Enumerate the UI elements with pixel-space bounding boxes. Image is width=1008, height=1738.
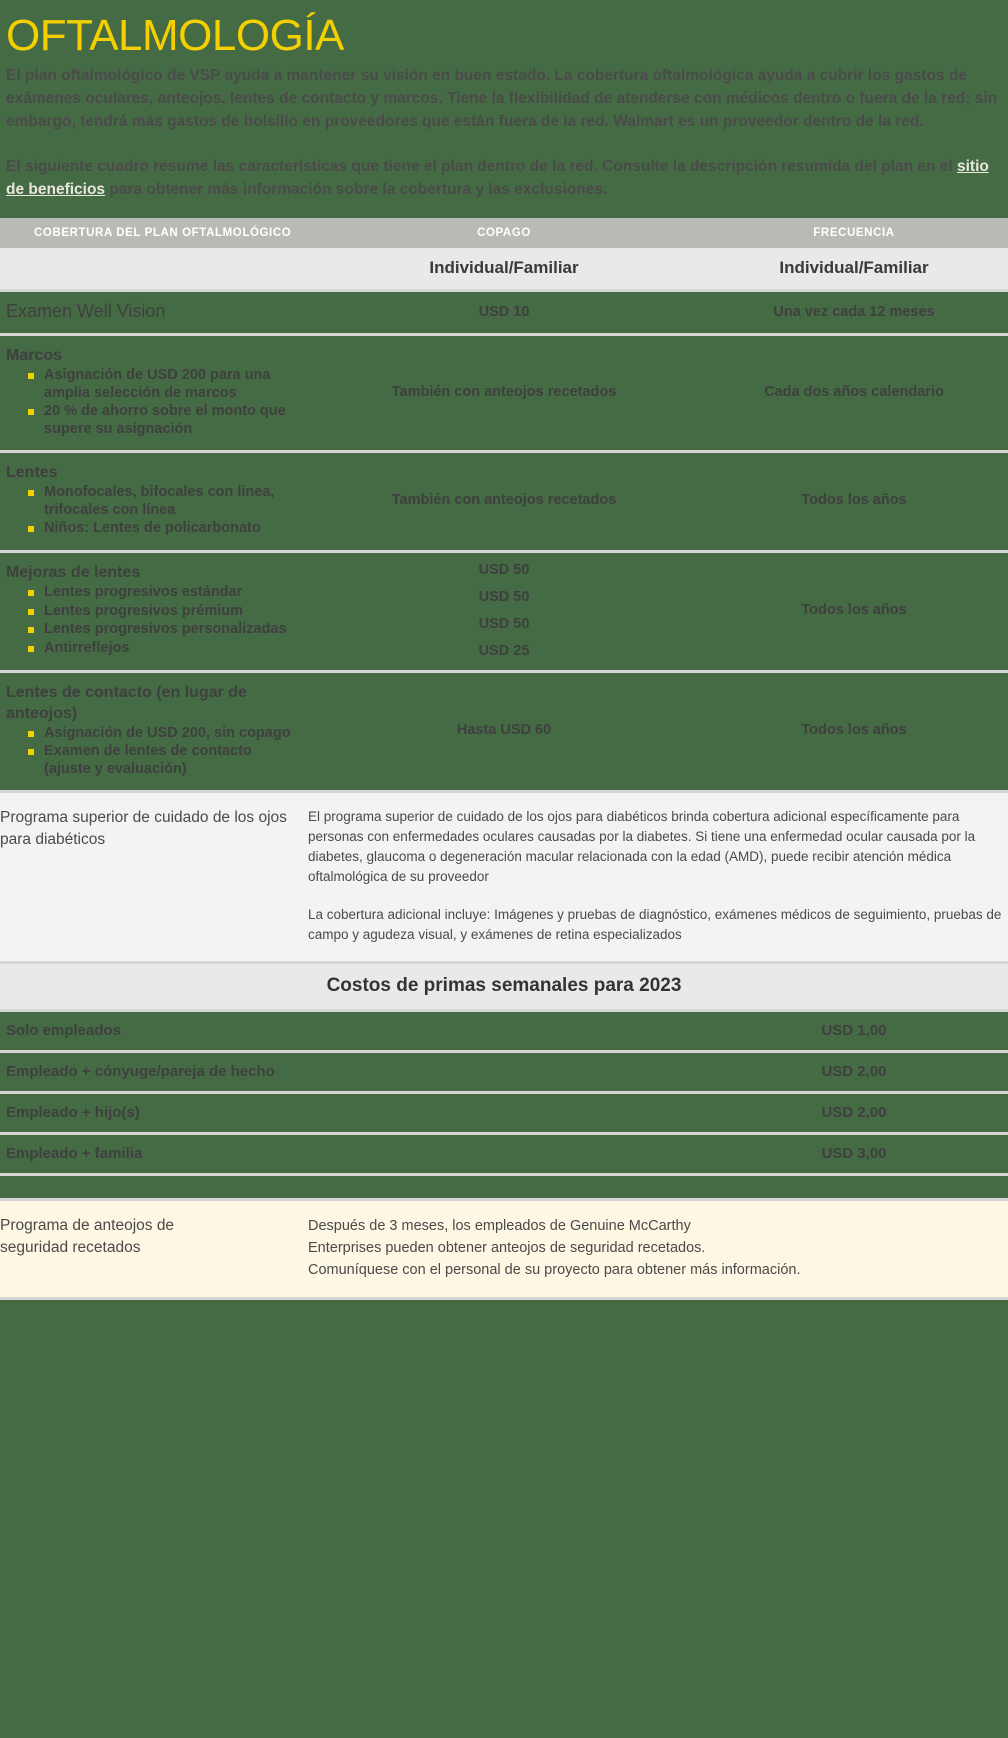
table-spacer-cell	[0, 1175, 1008, 1200]
list-item: Asignación de USD 200 para una amplia selección de marcos	[28, 367, 300, 402]
diabetic-program-label: Programa superior de cuidado de los ojos para diabéticos	[0, 792, 308, 963]
row-title: Mejoras de lentes	[6, 564, 141, 581]
copay-values	[308, 304, 700, 320]
diabetic-paragraph-1: El programa superior de cuidado de los ojos para diabéticos brinda cobertura adicional específicamente para personas con enfermedades oculares causadas por la diabetes. Si tiene una enfermedad ocular causada por la diabetes, glaucoma o degeneración macular relacionada con la edad (AMD), puede recibir atención médica oftalmológica de su proveedor	[308, 809, 976, 884]
row-title: Examen Well Vision	[6, 301, 166, 321]
premium-amount: USD 2,00	[700, 1052, 1008, 1093]
subheader-coverage	[0, 248, 308, 291]
page-title: OFTALMOLOGÍA	[6, 11, 344, 60]
col-header-frequency: FRECUENCIA	[700, 218, 1008, 248]
list-item: Niños: Lentes de policarbonato	[28, 520, 300, 538]
row-frequency-cell: Todos los años	[700, 671, 1008, 792]
list-item: Lentes progresivos prémium	[28, 603, 300, 621]
list-item: Lentes progresivos estándar	[28, 584, 300, 602]
copay-value: Hasta USD 60	[456, 722, 552, 739]
row-coverage-cell	[0, 671, 308, 792]
copay-value: También con anteojos recetados	[391, 492, 617, 509]
copay-value: USD 50	[478, 561, 530, 578]
premium-band-title: Costos de primas semanales para 2023	[0, 963, 1008, 1011]
subheader-copay: Individual/Familiar	[308, 248, 700, 291]
list-item: Antirreflejos	[28, 640, 300, 658]
row-frequency-cell: Todos los años	[700, 551, 1008, 671]
list-item: Examen de lentes de contacto (ajuste y evaluación)	[28, 743, 300, 778]
row-copay-cell	[308, 452, 700, 552]
row-coverage-cell	[0, 291, 308, 335]
premium-amount: USD 3,00	[700, 1134, 1008, 1175]
row-coverage-cell	[0, 551, 308, 671]
diabetic-program-body	[308, 792, 1008, 963]
intro-paragraph-1: El plan oftalmológico de VSP ayuda a mantener su visión en buen estado. La cobertura oftalmológica ayuda a cubrir los gastos de exámenes oculares, anteojos, lentes de contacto y marcos. Tiene la flexibilidad de atenderse con médicos dentro o fuera de la red; sin embargo, tendrá más gastos de bolsillo en proveedores que están fuera de la red. Walmart es un proveedor dentro de la red.	[6, 67, 998, 130]
row-bullet-list	[6, 367, 300, 438]
safety-glasses-body	[308, 1200, 1008, 1299]
table-row	[0, 671, 1008, 792]
row-bullet-list	[6, 584, 300, 657]
safety-label-line-1: Programa de anteojos de	[0, 1217, 175, 1234]
intro-section	[0, 0, 1008, 201]
row-copay-cell	[308, 551, 700, 671]
premium-tier-name: Solo empleados	[0, 1011, 700, 1052]
table-header-row	[0, 218, 1008, 248]
table-row	[0, 452, 1008, 552]
safety-body-line-1: Después de 3 meses, los empleados de Genuine McCarthy	[308, 1218, 691, 1234]
vision-plan-table	[0, 218, 1008, 1300]
row-frequency-cell: Todos los años	[700, 452, 1008, 552]
diabetic-paragraph-2: La cobertura adicional incluye: Imágenes y pruebas de diagnóstico, exámenes médicos de seguimiento, pruebas de campo y agudeza visual, y exámenes de retina especializados	[308, 907, 1002, 942]
copay-value: USD 50	[478, 588, 530, 605]
intro-paragraph-2	[6, 155, 1002, 201]
premium-section-band	[0, 963, 1008, 1011]
copay-value: USD 50	[478, 615, 530, 632]
row-copay-cell	[308, 291, 700, 335]
benefits-site-link[interactable]: sitio de beneficios	[6, 158, 989, 198]
safety-glasses-row	[0, 1200, 1008, 1299]
intro-paragraph-2-before: El siguiente cuadro resume las características que tiene el plan dentro de la red. Consulte la descripción resumida del plan en el	[6, 158, 957, 175]
premium-amount: USD 2,00	[700, 1093, 1008, 1134]
table-spacer-row	[0, 1175, 1008, 1200]
row-frequency-cell: Una vez cada 12 meses	[700, 291, 1008, 335]
list-item: Asignación de USD 200, sin copago	[28, 725, 300, 743]
row-title: Lentes de contacto (en lugar de anteojos)	[6, 683, 247, 722]
subheader-frequency: Individual/Familiar	[700, 248, 1008, 291]
row-copay-cell	[308, 671, 700, 792]
diabetic-program-row	[0, 792, 1008, 963]
premium-row	[0, 1011, 1008, 1052]
row-coverage-cell	[0, 452, 308, 552]
safety-body-line-3: Comuníquese con el personal de su proyecto para obtener más información.	[308, 1262, 801, 1278]
premium-tier-name: Empleado + hijo(s)	[0, 1093, 700, 1134]
copay-values	[308, 722, 700, 738]
row-frequency-cell: Cada dos años calendario	[700, 335, 1008, 452]
row-coverage-cell	[0, 335, 308, 452]
premium-row	[0, 1134, 1008, 1175]
col-header-coverage: COBERTURA DEL PLAN OFTALMOLÓGICO	[0, 218, 308, 248]
copay-value: También con anteojos recetados	[391, 384, 617, 400]
row-title: Marcos	[6, 347, 63, 364]
row-bullet-list	[6, 484, 300, 538]
premium-tier-name: Empleado + familia	[0, 1134, 700, 1175]
list-item: Lentes progresivos personalizadas	[28, 621, 300, 639]
row-copay-cell	[308, 335, 700, 452]
list-item: Monofocales, bifocales con línea, trifocales con línea	[28, 484, 300, 519]
row-bullet-list	[6, 725, 300, 779]
table-subheader-row	[0, 248, 1008, 291]
copay-values	[308, 492, 700, 508]
list-item: 20 % de ahorro sobre el monto que supere su asignación	[28, 403, 300, 438]
premium-row	[0, 1093, 1008, 1134]
copay-value: USD 25	[478, 642, 530, 659]
safety-label-line-2: seguridad recetados	[0, 1239, 141, 1256]
col-header-copay: COPAGO	[308, 218, 700, 248]
table-row	[0, 335, 1008, 452]
intro-paragraph-2-after: para obtener más información sobre la cobertura y las exclusiones.	[105, 181, 608, 198]
row-title: Lentes	[6, 464, 58, 481]
copay-values	[308, 384, 700, 400]
table-row	[0, 551, 1008, 671]
premium-row	[0, 1052, 1008, 1093]
premium-tier-name: Empleado + cónyuge/pareja de hecho	[0, 1052, 700, 1093]
safety-body-line-2: Enterprises pueden obtener anteojos de seguridad recetados.	[308, 1240, 706, 1256]
copay-values	[308, 562, 700, 659]
safety-glasses-label	[0, 1200, 308, 1299]
table-row	[0, 291, 1008, 335]
premium-amount: USD 1,00	[700, 1011, 1008, 1052]
copay-value: USD 10	[478, 303, 530, 320]
